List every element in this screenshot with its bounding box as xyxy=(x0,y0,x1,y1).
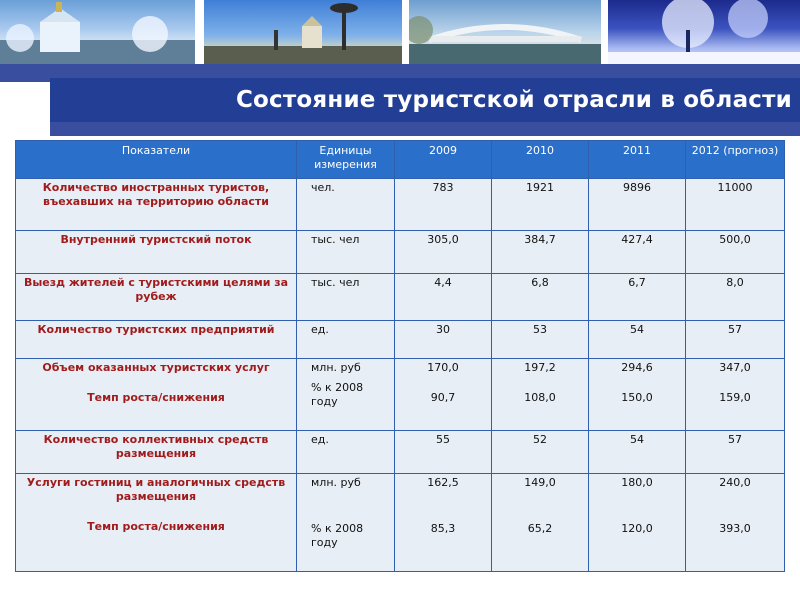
value-cell xyxy=(589,474,686,572)
value-main: 149,0 xyxy=(524,476,556,489)
indicator-cell xyxy=(16,359,297,431)
value-main: 294,6 xyxy=(621,361,653,374)
value-cell xyxy=(589,359,686,431)
value-cell: 54 xyxy=(589,431,686,474)
header-2010: 2010 xyxy=(492,141,589,179)
table-row xyxy=(16,474,785,572)
value-main: 162,5 xyxy=(427,476,459,489)
banner-white-block xyxy=(0,82,50,136)
value-cell: 53 xyxy=(492,321,589,359)
value-cell xyxy=(686,474,785,572)
unit-cell: тыс. чел xyxy=(297,274,395,321)
value-cell: 8,0 xyxy=(686,274,785,321)
indicator-sub: Темп роста/снижения xyxy=(87,391,225,404)
photo-strip xyxy=(0,0,800,64)
table-row xyxy=(16,359,785,431)
photo-lamp-square-icon xyxy=(204,0,402,64)
value-cell: 305,0 xyxy=(395,231,492,274)
value-cell: 4,4 xyxy=(395,274,492,321)
value-cell: 55 xyxy=(395,431,492,474)
value-sub: 90,7 xyxy=(430,391,456,404)
indicator-cell: Внутренний туристский поток xyxy=(16,231,297,274)
value-sub: 85,3 xyxy=(430,522,456,535)
unit-cell xyxy=(297,359,395,431)
page-title: Состояние туристской отрасли в области xyxy=(50,78,800,122)
value-cell: 57 xyxy=(686,321,785,359)
value-sub: 65,2 xyxy=(527,522,553,535)
value-cell: 427,4 xyxy=(589,231,686,274)
value-sub: 393,0 xyxy=(719,522,751,535)
value-cell: 384,7 xyxy=(492,231,589,274)
value-cell: 1921 xyxy=(492,179,589,231)
value-cell xyxy=(492,474,589,572)
value-main: 197,2 xyxy=(524,361,556,374)
value-sub: 108,0 xyxy=(524,391,556,404)
value-cell: 500,0 xyxy=(686,231,785,274)
value-cell xyxy=(395,474,492,572)
value-cell xyxy=(686,359,785,431)
value-cell xyxy=(492,359,589,431)
table-header-row xyxy=(16,141,785,179)
indicator-main: Объем оказанных туристских услуг xyxy=(42,361,270,374)
value-cell: 6,7 xyxy=(589,274,686,321)
value-cell: 52 xyxy=(492,431,589,474)
unit-cell: ед. xyxy=(297,431,395,474)
value-main: 240,0 xyxy=(719,476,751,489)
header-unit: Единицы измерения xyxy=(297,141,395,179)
header-2012: 2012 (прогноз) xyxy=(686,141,785,179)
indicator-cell xyxy=(16,474,297,572)
table-row xyxy=(16,179,785,231)
photo-church-icon xyxy=(0,0,195,64)
value-main: 347,0 xyxy=(719,361,751,374)
value-cell: 54 xyxy=(589,321,686,359)
photo-bridge-icon xyxy=(409,0,601,64)
table-row xyxy=(16,231,785,274)
unit-cell: ед. xyxy=(297,321,395,359)
value-cell: 30 xyxy=(395,321,492,359)
table-row xyxy=(16,274,785,321)
unit-main: млн. руб xyxy=(311,476,361,489)
unit-cell: чел. xyxy=(297,179,395,231)
header-2011: 2011 xyxy=(589,141,686,179)
value-cell: 6,8 xyxy=(492,274,589,321)
value-sub: 150,0 xyxy=(621,391,653,404)
indicator-cell: Количество иностранных туристов, въехавших на территорию области xyxy=(16,179,297,231)
value-cell: 783 xyxy=(395,179,492,231)
photo-winter-park-icon xyxy=(608,0,800,64)
header-2009: 2009 xyxy=(395,141,492,179)
indicator-cell: Количество туристских предприятий xyxy=(16,321,297,359)
indicator-cell: Количество коллективных средств размещения xyxy=(16,431,297,474)
value-cell: 11000 xyxy=(686,179,785,231)
table-row xyxy=(16,431,785,474)
value-main: 170,0 xyxy=(427,361,459,374)
unit-sub: % к 2008 году xyxy=(311,381,364,408)
indicator-main: Услуги гостиниц и аналогичных средств размещения xyxy=(26,476,286,503)
value-sub: 120,0 xyxy=(621,522,653,535)
table-row xyxy=(16,321,785,359)
unit-sub: % к 2008 году xyxy=(311,522,364,549)
value-main: 180,0 xyxy=(621,476,653,489)
header-indicator: Показатели xyxy=(16,141,297,179)
indicator-cell: Выезд жителей с туристскими целями за рубеж xyxy=(16,274,297,321)
value-sub: 159,0 xyxy=(719,391,751,404)
value-cell: 57 xyxy=(686,431,785,474)
unit-cell: тыс. чел xyxy=(297,231,395,274)
value-cell: 9896 xyxy=(589,179,686,231)
unit-main: млн. руб xyxy=(311,361,361,374)
indicator-sub: Темп роста/снижения xyxy=(87,520,225,533)
unit-cell xyxy=(297,474,395,572)
tourism-table xyxy=(15,140,785,572)
value-cell xyxy=(395,359,492,431)
